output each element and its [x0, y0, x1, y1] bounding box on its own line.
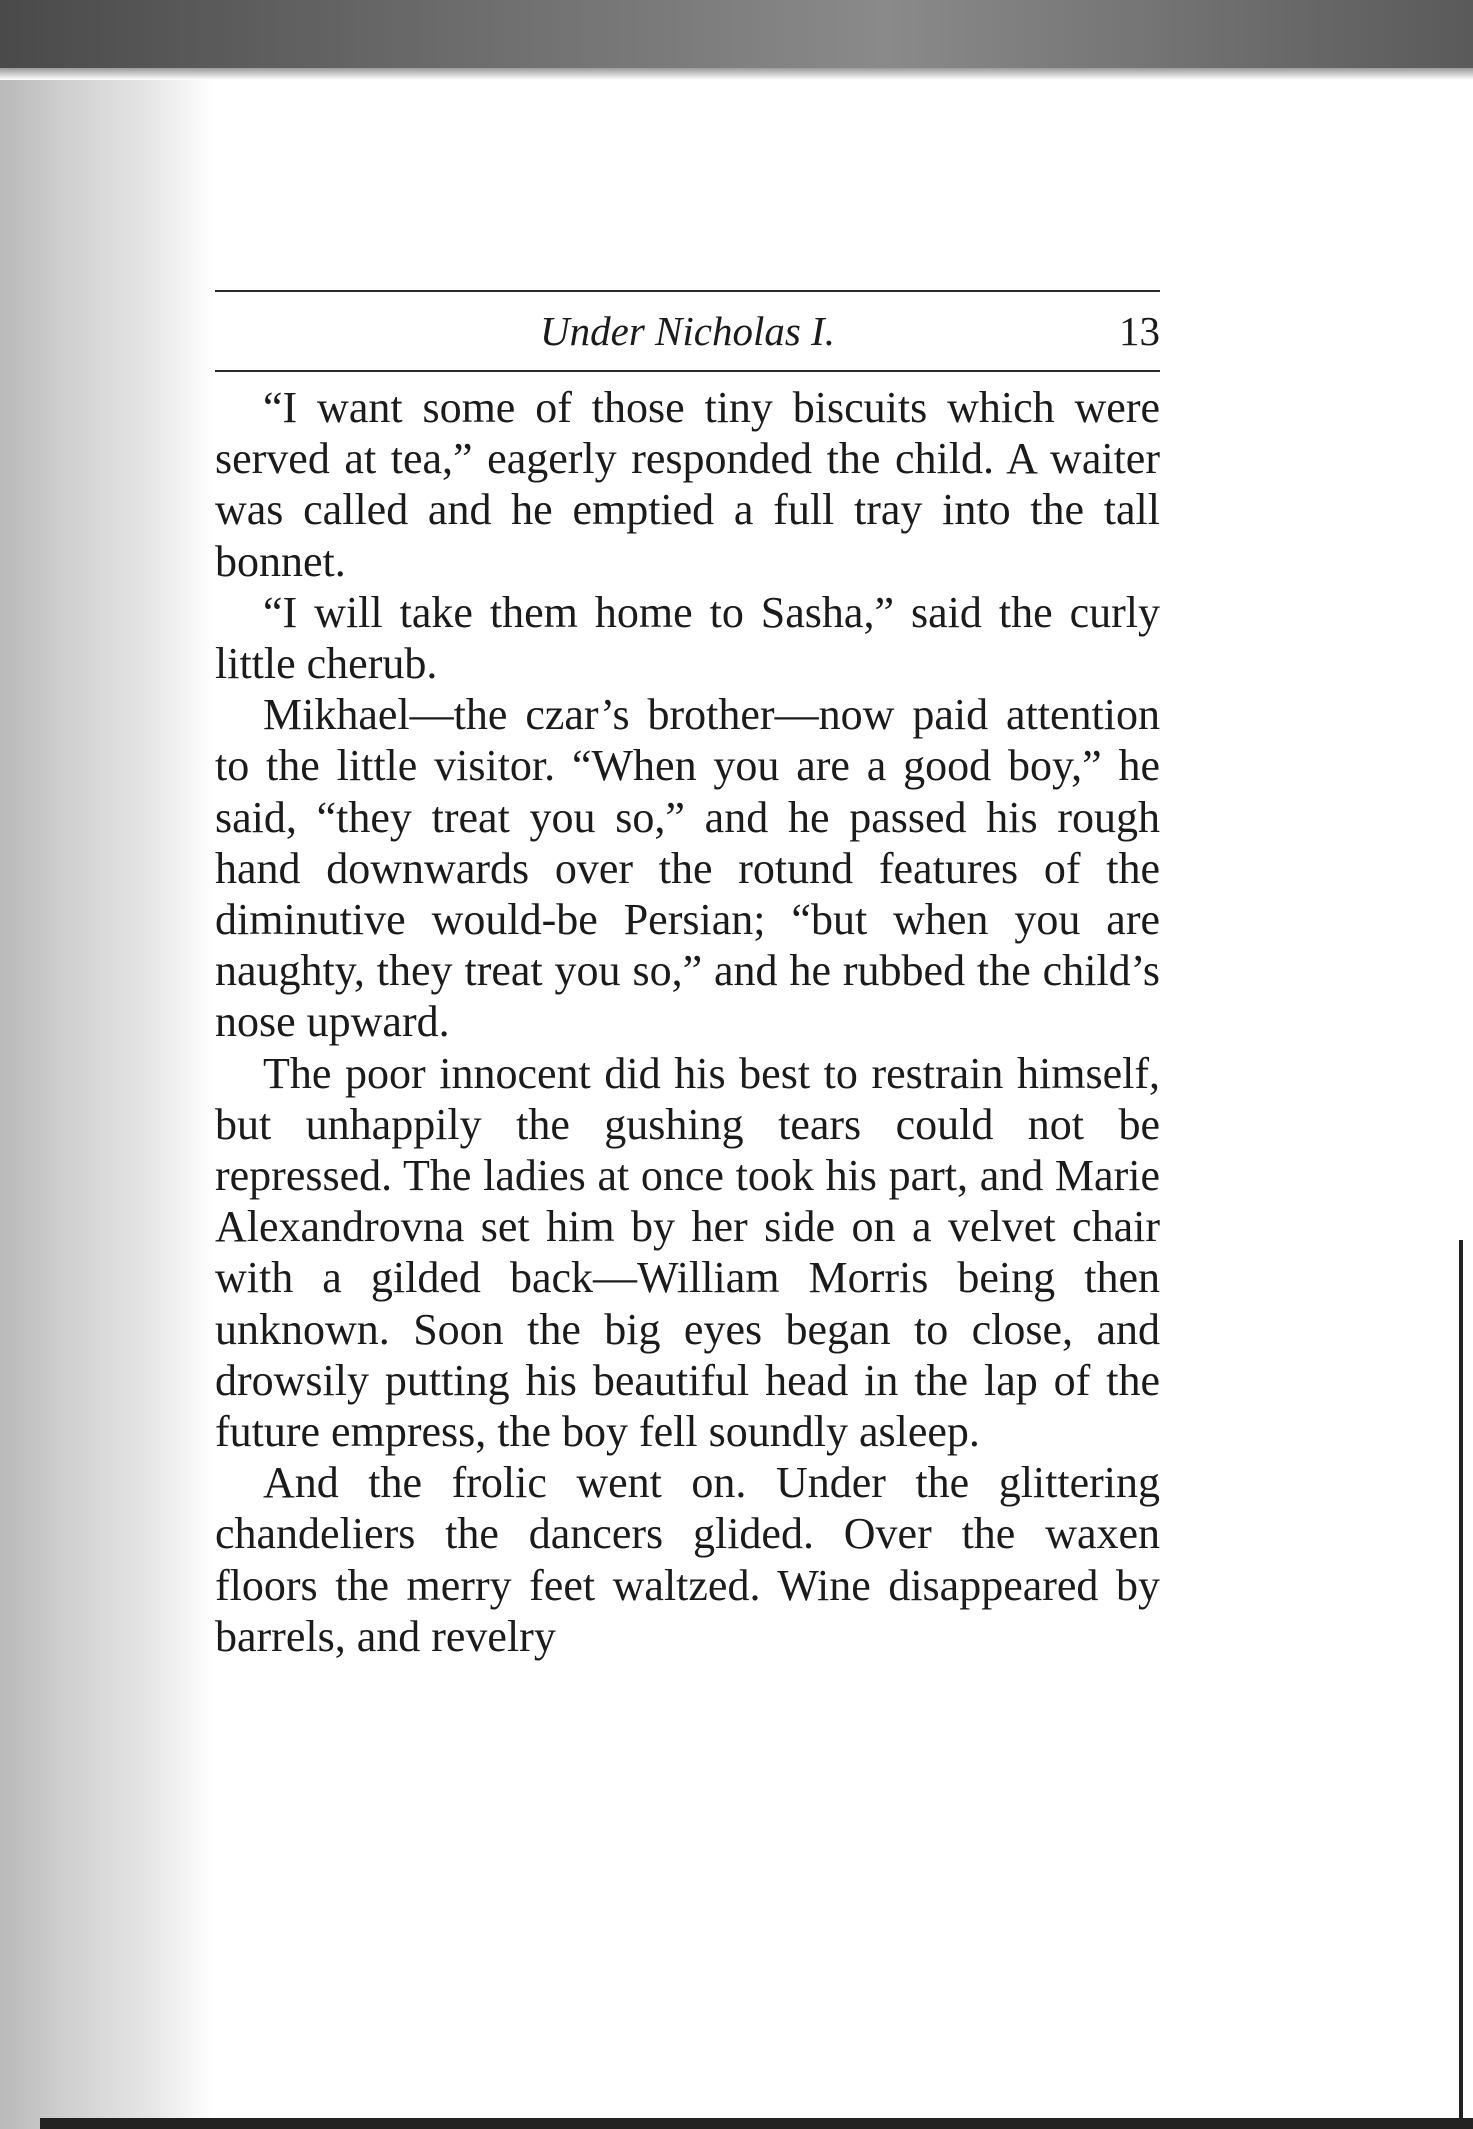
paragraph: And the frolic went on. Under the glittering chandeliers the dancers glided. Over the waxen floors the merry feet waltzed. Wine disappeared by barrels, and revelry	[215, 1458, 1160, 1661]
header-rule-bottom	[215, 370, 1160, 372]
scan-top-band	[0, 0, 1473, 80]
page-number: 13	[1119, 308, 1160, 354]
body-text	[215, 382, 1160, 1662]
paragraph: The poor innocent did his best to restrain himself, but unhappily the gushing tears could not be repressed. The ladies at once took his part, and Marie Alexandrovna set him by her side on a velvet chair with a gilded back—William Morris being then unknown. Soon the big eyes began to close, and drowsily putting his beautiful head in the lap of the future empress, the boy fell soundly asleep.	[215, 1048, 1160, 1457]
scan-bottom-edge	[40, 2118, 1473, 2129]
book-page	[215, 290, 1160, 1662]
paragraph: Mikhael—the czar’s brother—now paid attention to the little visitor. “When you are a good boy,” he said, “they treat you so,” and he passed his rough hand downwards over the rotund features of the diminutive would-be Persian; “but when you are naughty, they treat you so,” and he rubbed the child’s nose upward.	[215, 690, 1160, 1047]
paragraph: “I will take them home to Sasha,” said the curly little cherub.	[215, 587, 1160, 689]
paragraph: “I want some of those tiny biscuits which were served at tea,” eagerly responded the child. A waiter was called and he emptied a full tray into the tall bonnet.	[215, 383, 1160, 586]
scan-right-edge	[1459, 1240, 1463, 2129]
scan-gutter-shadow	[0, 80, 215, 2129]
running-header	[215, 292, 1160, 370]
running-title: Under Nicholas I.	[540, 308, 835, 354]
